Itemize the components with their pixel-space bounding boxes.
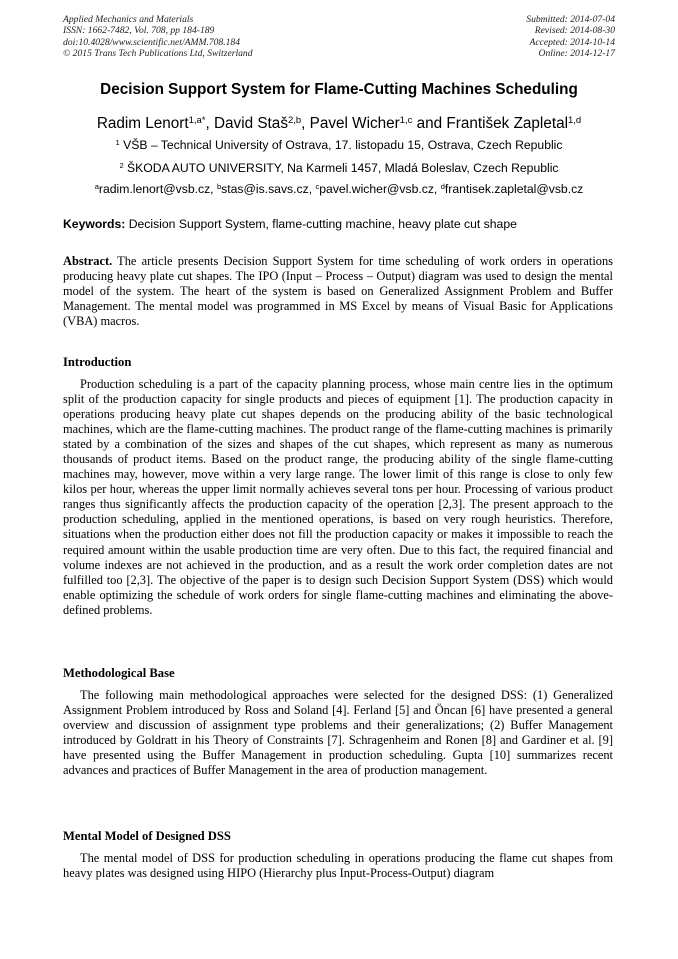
- submitted-date: Submitted: 2014-07-04: [526, 14, 615, 25]
- affiliation-sup: 1: [115, 137, 120, 147]
- mental-model-paragraph: The mental model of DSS for production scheduling in operations producing the flame cut shapes from heavy plates was designed using HIPO (Hierarchy plus Input-Process-Output) diagram: [63, 851, 613, 881]
- copyright-line: © 2015 Trans Tech Publications Ltd, Switzerland: [63, 48, 253, 60]
- revised-date: Revised: 2014-08-30: [534, 25, 615, 37]
- author-name: Pavel Wicher: [309, 115, 400, 132]
- author-emails: $^a$radim.lenort@vsb.cz, $^b$stas@is.savs.cz, $^c$pavel.wicher@vsb.cz, $^d$frantisek.zapletal@vsb.cz: [94, 181, 584, 196]
- author-name: Radim Lenort: [96, 115, 189, 132]
- email-link[interactable]: frantisek.zapletal@vsb.cz: [444, 182, 584, 196]
- methodological-base-paragraph: The following main methodological approaches were selected for the designed DSS: (1) Generalized Assignment Problem introduced by Ross and Soland [4]. Ferland [5] and Öncan [6] have presented a general overview and discussion of assignment type problems and their generalizations; (2) Buffer Management introduced by Goldratt in his Theory of Constraints [7]. Schragenheim and Ronen [8] and Gardiner et al. [9] have presented using the Buffer Management in production scheduling. Gupta [10] summarizes recent advances and practices of Buffer Management in the area of production management.: [63, 688, 613, 778]
- affiliation-sup: 2: [119, 160, 124, 170]
- email-link[interactable]: stas@is.savs.cz: [221, 182, 309, 196]
- section-heading-mental-model: Mental Model of Designed DSS: [63, 829, 231, 843]
- author-name: František Zapletal: [446, 115, 568, 132]
- paper-title: Decision Support System for Flame-Cutting Machines Scheduling: [100, 81, 578, 98]
- abstract: [63, 254, 613, 329]
- author-separator: ,: [205, 115, 214, 132]
- abstract-label: Abstract.: [63, 254, 113, 268]
- section-heading-introduction: Introduction: [63, 355, 132, 369]
- email-link[interactable]: pavel.wicher@vsb.cz: [319, 182, 434, 196]
- email-sup: d: [440, 181, 445, 191]
- author-sup: 1,d: [568, 114, 582, 126]
- email-sup: c: [315, 181, 320, 191]
- keywords-label: Keywords:: [63, 217, 126, 231]
- issn-line: ISSN: 1662-7482, Vol. 708, pp 184-189: [63, 25, 215, 37]
- section-heading-methodological-base: Methodological Base: [63, 666, 175, 680]
- abstract-text: The article presents Decision Support System for time scheduling of work orders in operations producing heavy plate cut shapes. The IPO (Input – Process – Output) diagram was used to design the mental model of the system. The heart of the system is based on Generalized Assignment Problem and Buffer Management. The mental model was programmed in MS Excel by means of Visual Basic for Applications (VBA) macros.: [63, 254, 613, 329]
- affiliation-text: VŠB – Technical University of Ostrava, 17. listopadu 15, Ostrava, Czech Republic: [123, 138, 563, 152]
- affiliation-1: [30, 138, 648, 153]
- email-sup: b: [216, 181, 222, 191]
- online-date: Online: 2014-12-17: [538, 48, 615, 60]
- affiliation-2: [30, 161, 648, 176]
- author-name: David Staš: [214, 115, 288, 132]
- author-sup: 1,a*: [188, 114, 206, 126]
- author-sup: 2,b: [287, 114, 302, 126]
- affiliation-text: ŠKODA AUTO UNIVERSITY, Na Karmeli 1457, Mladá Boleslav, Czech Republic: [127, 161, 559, 175]
- author-list: [30, 114, 648, 133]
- email-sup: a: [94, 181, 99, 191]
- author-separator: and: [412, 115, 447, 132]
- keywords-text: Decision Support System, flame-cutting machine, heavy plate cut shape: [128, 217, 517, 231]
- author-sup: 1,c: [399, 114, 413, 126]
- introduction-paragraph: Production scheduling is a part of the capacity planning process, whose main centre lies in the optimum split of the production capacity for single products and pieces of equipment [1]. The production capacity in operations producing heavy plate cut shapes depends on the producing ability of the basic technological machines, which are the flame-cutting machines. The product range of the flame-cutting machines is primarily stated by a combination of the sizes and shapes of the cut shapes, which represent as many as numerous thousands of product items. Based on the product range, the producing ability of the single flame-cutting machines may, however, move within a very large range. The lower limit of this range is close to only few kilos per hour, whereas the upper limit normally achieves several tons per hour. Processing of various product ranges thus significantly affects the production capacity of the operation [2,3]. The present approach to the production scheduling, applied in the mentioned operations, is based on very rough heuristics. Therefore, situations when the production either does not fill the production capacity or makes it impossible to reach the required amount within the usable production time are very often. Due to this fact, the required financial and volume indexes are not achieved in the production, and as a result the work order completion dates are not fulfilled too [2,3]. The objective of the paper is to design such Decision Support System (DSS) which would enable optimizing the schedule of work orders for single flame-cutting machines and eliminating the above-defined problems.: [63, 377, 613, 617]
- keywords: [63, 217, 615, 232]
- email-link[interactable]: radim.lenort@vsb.cz: [98, 182, 211, 196]
- journal-info: [63, 14, 253, 60]
- author-separator: ,: [301, 115, 310, 132]
- journal-name: Applied Mechanics and Materials: [63, 14, 194, 25]
- doi-line: doi:10.4028/www.scientific.net/AMM.708.184: [63, 36, 241, 48]
- accepted-date: Accepted: 2014-10-14: [529, 36, 615, 48]
- publication-dates: [526, 14, 615, 60]
